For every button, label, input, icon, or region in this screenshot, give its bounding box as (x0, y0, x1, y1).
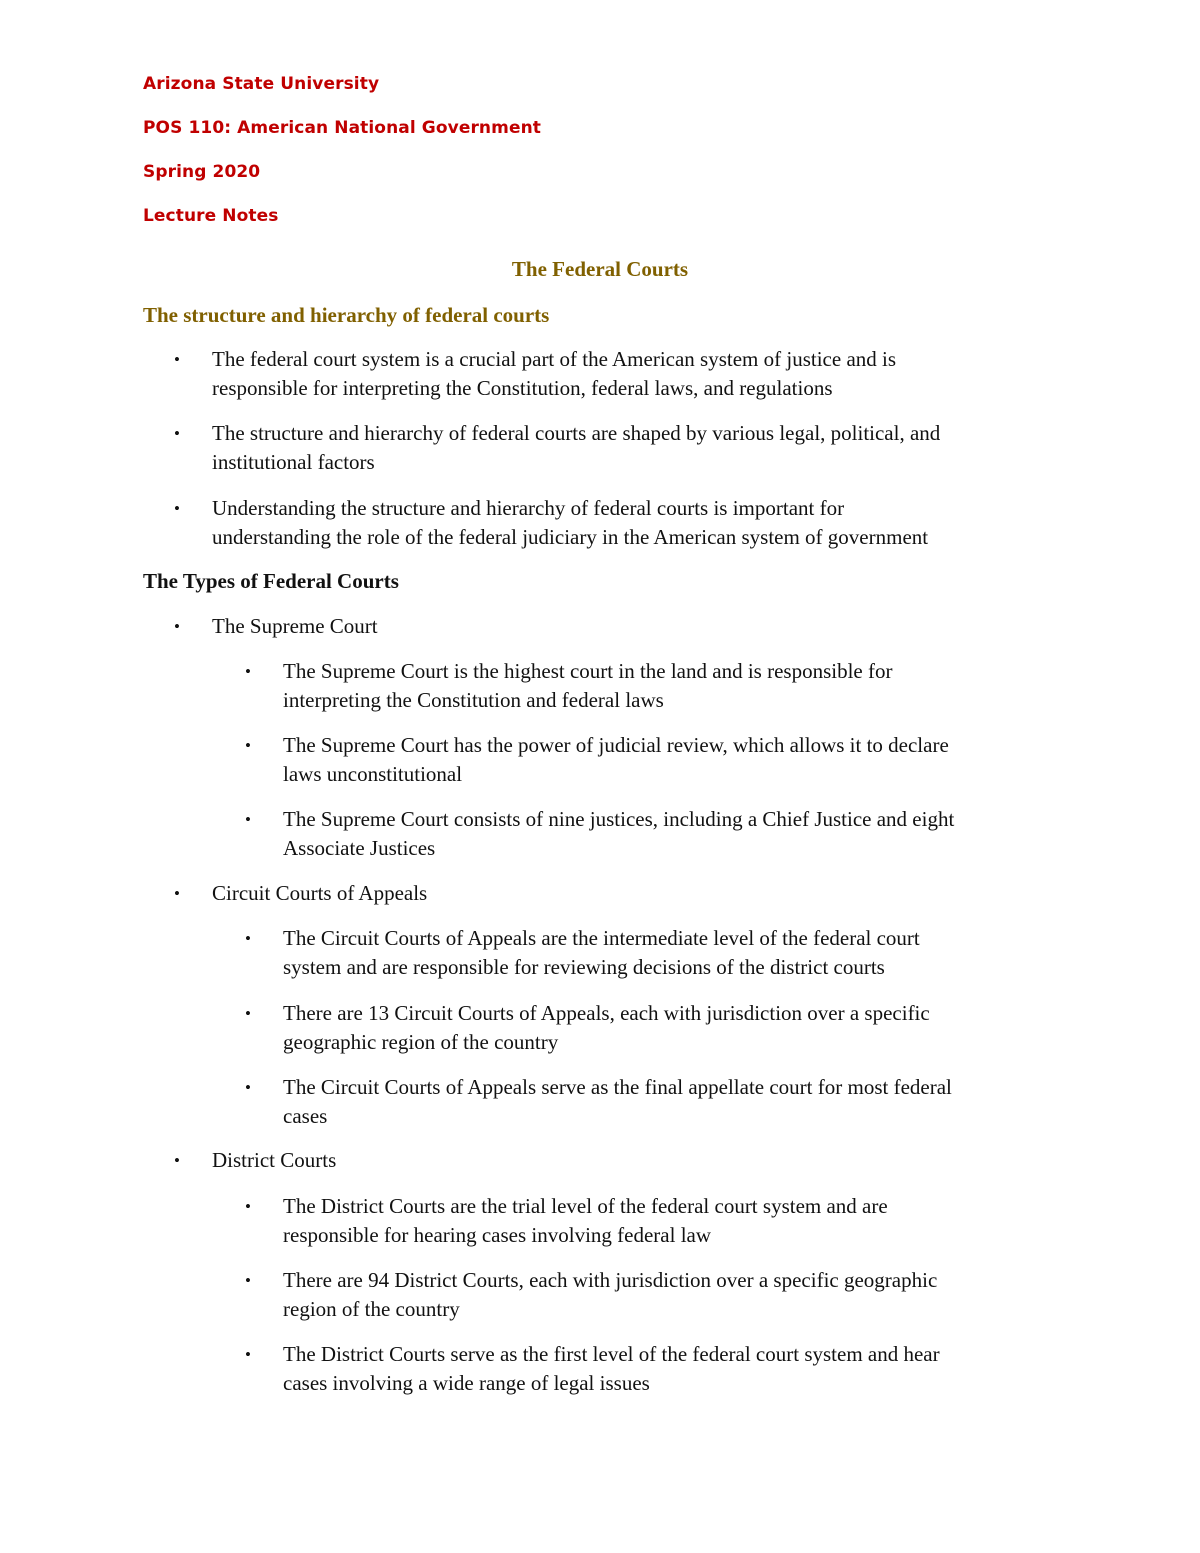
list-item: • The structure and hierarchy of federal courts are shaped by various legal, political, and institutional factors (174, 421, 941, 474)
bullet-icon: • (174, 424, 180, 443)
university-name: Arizona State University (143, 74, 380, 94)
bullet-icon: • (174, 617, 180, 636)
bullet-icon: • (245, 1271, 251, 1290)
list-item: • The Circuit Courts of Appeals are the intermediate level of the federal court system and are responsible for reviewing decisions of the district courts (245, 926, 920, 979)
list-item-circuit-courts: • Circuit Courts of Appeals (212, 879, 427, 908)
bullet-icon: • (174, 350, 180, 369)
section-heading-structure: The structure and hierarchy of federal courts (143, 303, 550, 327)
bullet-icon: • (245, 1197, 251, 1216)
section-heading-types: The Types of Federal Courts (143, 569, 399, 593)
list-item: • The Supreme Court has the power of judicial review, which allows it to declare laws unconstitutional (245, 733, 949, 786)
list-item: • The District Courts serve as the first level of the federal court system and hear cases involving a wide range of legal issues (245, 1342, 940, 1395)
list-item: • Understanding the structure and hierarchy of federal courts is important for understanding the role of the federal judiciary in the American system of government (174, 496, 929, 549)
bullet-icon: • (174, 499, 180, 518)
document-type: Lecture Notes (143, 206, 279, 226)
bullet-icon: • (245, 929, 251, 948)
list-item: • The Supreme Court consists of nine justices, including a Chief Justice and eight Associate Justices (245, 807, 955, 860)
bullet-icon: • (245, 810, 251, 829)
bullet-icon: • (245, 1078, 251, 1097)
bullet-icon: • (245, 1345, 251, 1364)
list-item: • The District Courts are the trial level of the federal court system and are responsible for hearing cases involving federal law (245, 1194, 888, 1247)
bullet-icon: • (245, 1004, 251, 1023)
bullet-icon: • (174, 1151, 180, 1170)
bullet-icon: • (174, 884, 180, 903)
bullet-icon: • (245, 662, 251, 681)
list-item-district-courts: • District Courts (212, 1146, 336, 1175)
list-item-supreme-court: • The Supreme Court (212, 612, 378, 641)
list-item: • There are 13 Circuit Courts of Appeals, each with jurisdiction over a specific geographic region of the country (245, 1001, 930, 1054)
bullet-icon: • (245, 736, 251, 755)
document-title: The Federal Courts (511, 257, 689, 281)
list-item: • The federal court system is a crucial part of the American system of justice and is responsible for interpreting the Constitution, federal laws, and regulations (174, 347, 897, 400)
list-item: • There are 94 District Courts, each with jurisdiction over a specific geographic region of the country (245, 1268, 938, 1321)
term: Spring 2020 (143, 162, 261, 182)
list-item: • The Circuit Courts of Appeals serve as the final appellate court for most federal cases (245, 1075, 952, 1128)
list-item: • The Supreme Court is the highest court in the land and is responsible for interpreting the Constitution and federal laws (245, 659, 893, 712)
course-name: POS 110: American National Government (143, 118, 542, 138)
